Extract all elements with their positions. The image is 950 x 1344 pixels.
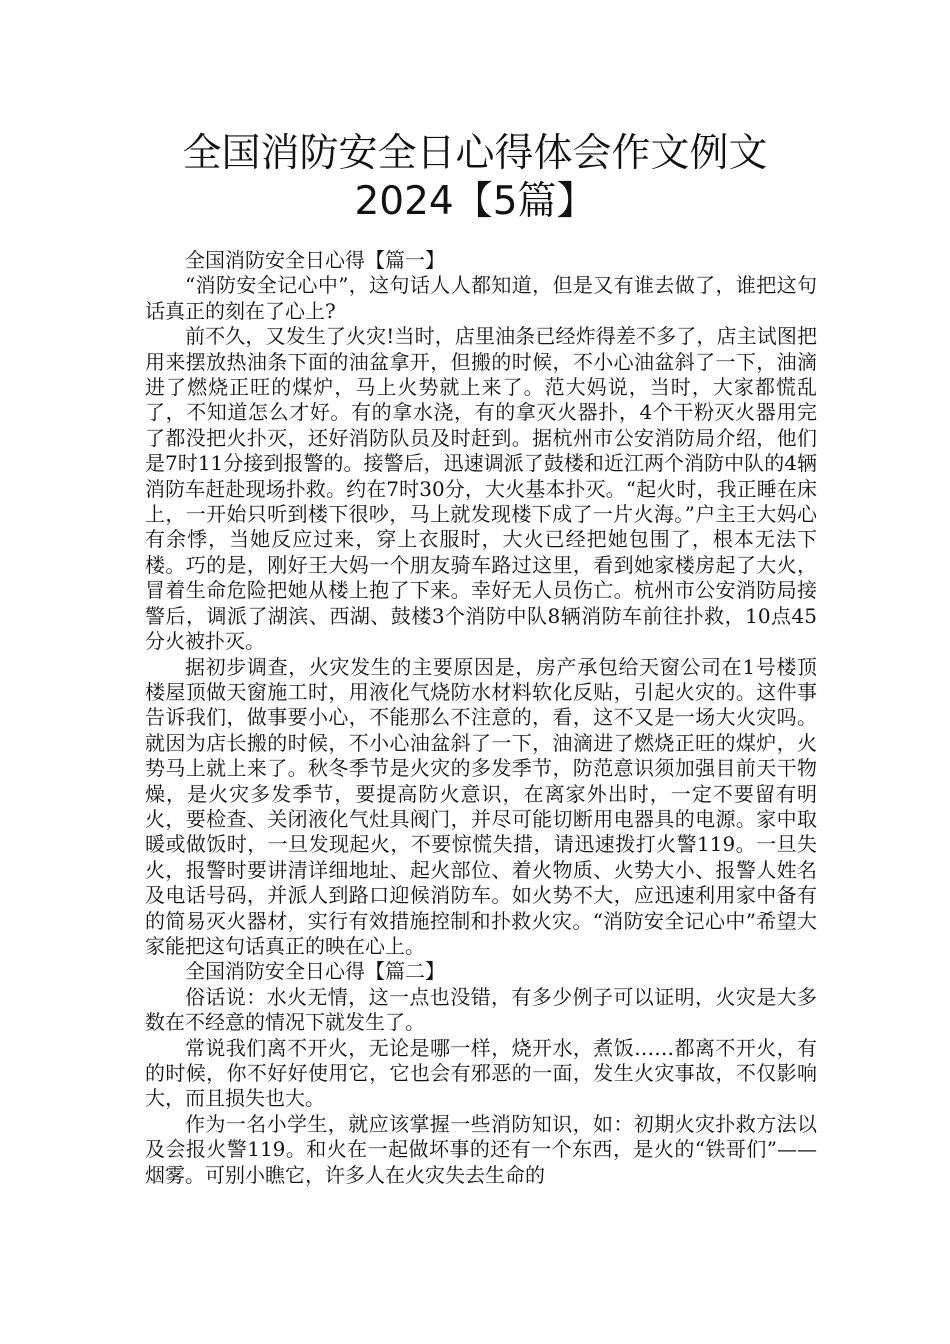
paragraph: 作为一名小学生，就应该掌握一些消防知识，如：初期火灾扑救方法以及会报火警119。和火在一起做坏事的还有一个东西，是火的“铁哥们”——烟雾。可别小瞧它，许多人在火灾失去生命的 (145, 1111, 817, 1187)
document-body (145, 248, 817, 1188)
paragraph: 据初步调查，火灾发生的主要原因是，房产承包给天窗公司在1号楼顶楼屋顶做天窗施工时，用液化气烧防水材料软化反贴，引起火灾的。这件事告诉我们，做事要小心，不能那么不注意的，看，这不又是一场大火灾吗。就因为店长搬的时候，不小心油盆斜了一下，油滴进了燃烧正旺的煤炉，火势马上就上来了。秋冬季节是火灾的多发季节，防范意识须加强目前天干物燥，是火灾多发季节，要提高防火意识，在离家外出时，一定不要留有明火，要检查、关闭液化气灶具阀门，并尽可能切断用电器具的电源。家中取暖或做饭时，一旦发现起火，不要惊慌失措，请迅速拨打火警119。一旦失火，报警时要讲清详细地址、起火部位、着火物质、火势大小、报警人姓名及电话号码，并派人到路口迎候消防车。如火势不大，应迅速利用家中备有的简易灭火器材，实行有效措施控制和扑救火灾。“消防安全记心中”希望大家能把这句话真正的映在心上。 (145, 654, 817, 958)
paragraph: “消防安全记心中”，这句话人人都知道，但是又有谁去做了，谁把这句话真正的刻在了心上? (145, 273, 817, 323)
paragraph: 常说我们离不开火，无论是哪一样，烧开水，煮饭……都离不开火，有的时候，你不好好使用它，它也会有邪恶的一面，发生火灾事故，不仅影响大，而且损失也大。 (145, 1035, 817, 1111)
document-title-line-2: 2024【5篇】 (354, 179, 596, 224)
section-heading-1: 全国消防安全日心得【篇一】 (185, 248, 445, 272)
document-title-line-1: 全国消防安全日心得体会作文例文 (182, 131, 768, 176)
paragraph: 前不久，又发生了火灾!当时，店里油条已经炸得差不多了，店主试图把用来摆放热油条下面的油盆拿开，但搬的时候，不小心油盆斜了一下，油滴进了燃烧正旺的煤炉，马上火势就上来了。范大妈说，当时，大家都慌乱了，不知道怎么才好。有的拿水浇，有的拿灭火器扑，4个干粉灭火器用完了都没把火扑灭，还好消防队员及时赶到。据杭州市公安消防局介绍，他们是7时11分接到报警的。接警后，迅速调派了鼓楼和近江两个消防中队的4辆消防车赶赴现场扑救。约在7时30分，大火基本扑灭。“起火时，我正睡在床上，一开始只听到楼下很吵，马上就发现楼下成了一片火海。”户主王大妈心有余悸，当她反应过来，穿上衣服时，大火已经把她包围了，根本无法下楼。巧的是，刚好王大妈一个朋友骑车路过这里，看到她家楼房起了大火，冒着生命危险把她从楼上抱了下来。幸好无人员伤亡。杭州市公安消防局接警后，调派了湖滨、西湖、鼓楼3个消防中队8辆消防车前往扑救，10点45分火被扑灭。 (145, 324, 817, 654)
section-heading-2: 全国消防安全日心得【篇二】 (185, 959, 445, 984)
paragraph: 俗话说：水火无情，这一点也没错，有多少例子可以证明，火灾是大多数在不经意的情况下就发生了。 (145, 984, 817, 1035)
